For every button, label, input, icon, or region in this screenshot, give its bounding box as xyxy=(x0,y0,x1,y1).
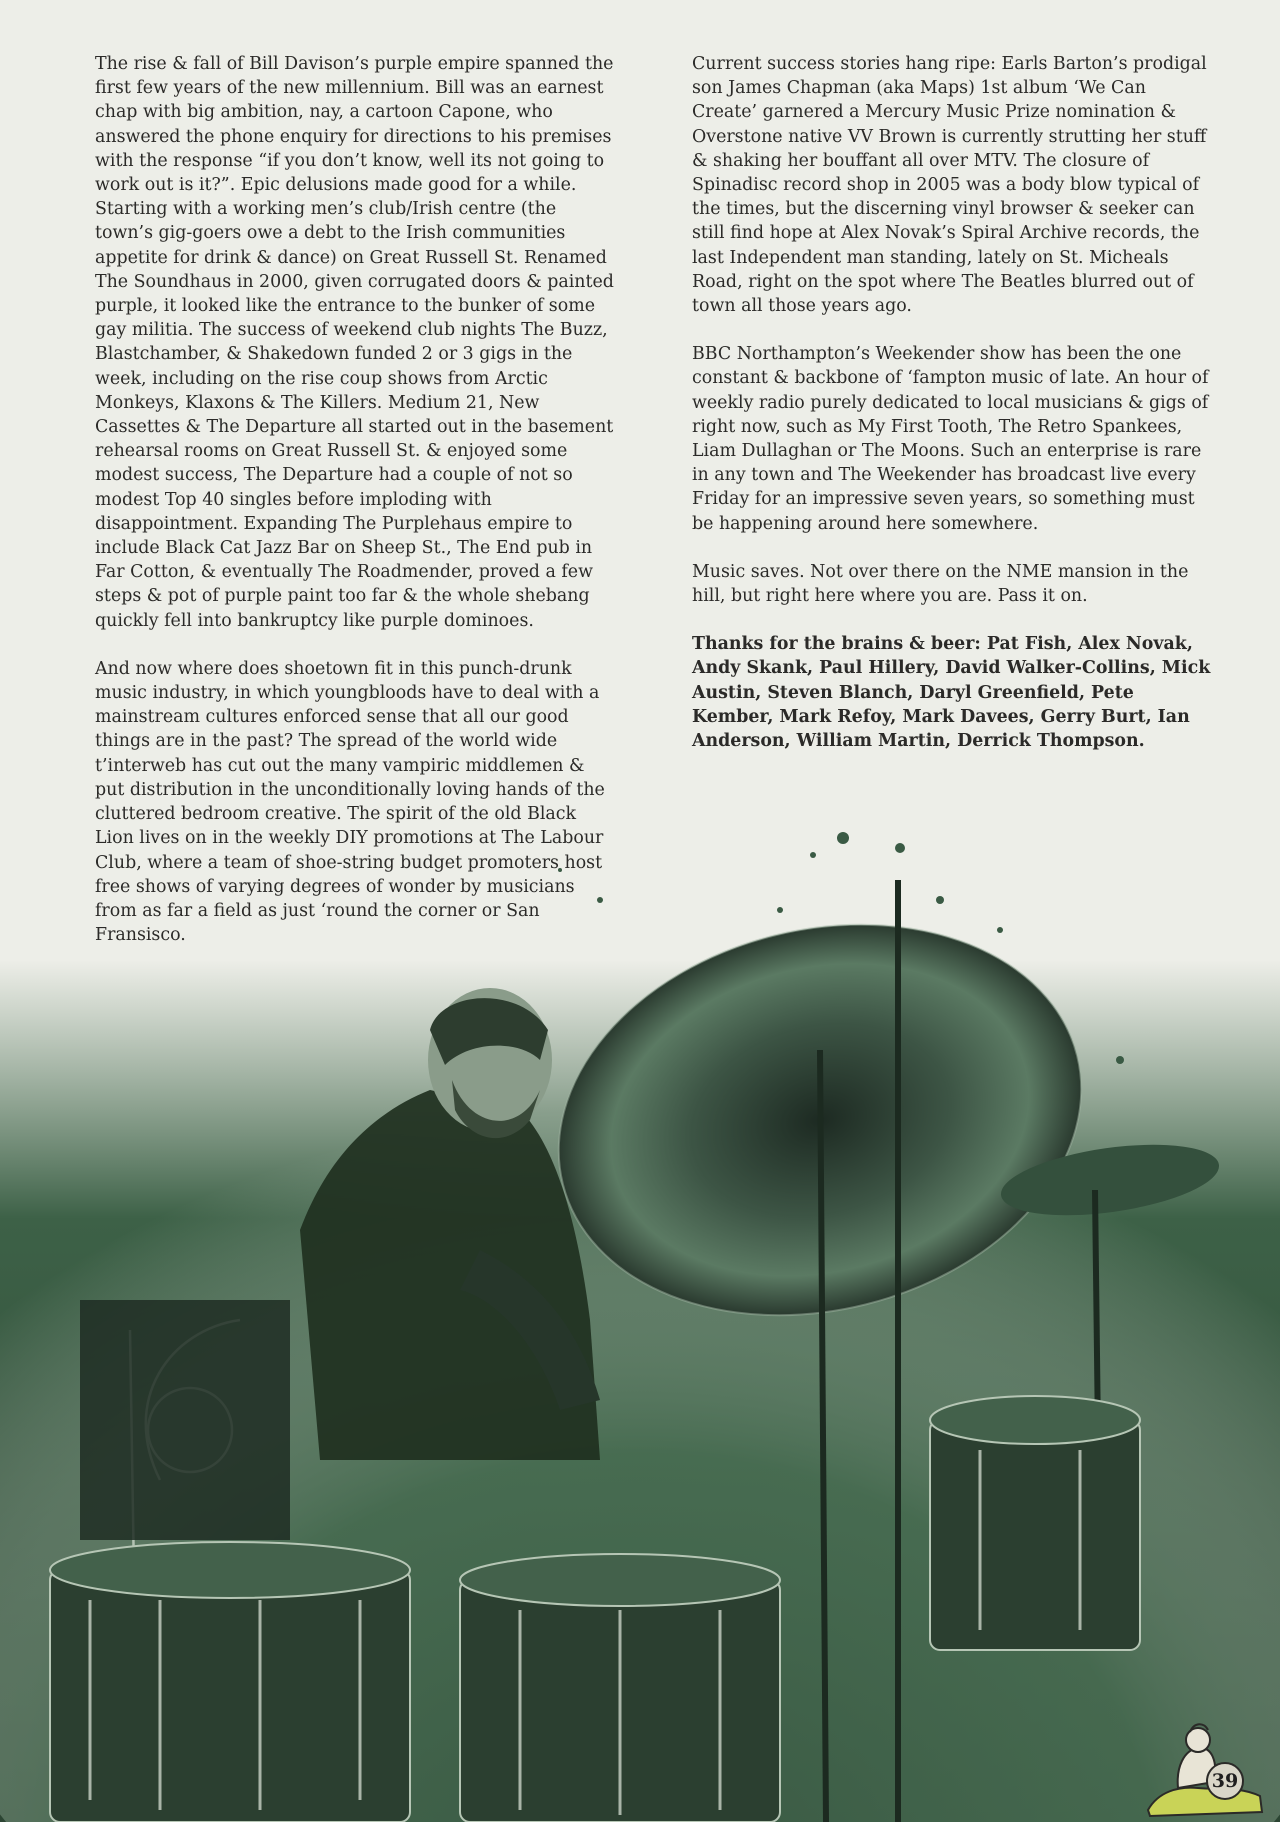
article-paragraph: Music saves. Not over there on the NME mansion in the hill, but right here where you are. Pass it on. xyxy=(692,561,1189,607)
thanks-credits: Thanks for the brains & beer: Pat Fish, Alex Novak, Andy Skank, Paul Hillery, David Walker-Collins, Mick Austin, Steven Blanch, Daryl Greenfield, Pete Kember, Mark Refoy, Mark Davees, Gerry Burt, Ian Anderson, William Martin, Derrick Thompson. xyxy=(692,634,1211,752)
article-paragraph: Current success stories hang ripe: Earls Barton’s prodigal son James Chapman (aka Maps) 1st album ‘We Can Create’ garnered a Mercury Music Prize nomination & Overstone native VV Brown is currently strutting her stuff & shaking her bouffant all over MTV. The closure of Spinadisc record shop in 2005 was a body blow typical of the times, but the discerning vinyl browser & seeker can still find hope at Alex Novak’s Spiral Archive records, the last Independent man standing, lately on St. Micheals Road, right on the spot where The Beatles blurred out of town all those years ago. xyxy=(692,54,1207,317)
mascot-logo xyxy=(1138,1712,1268,1820)
right-column xyxy=(692,52,1212,777)
left-column xyxy=(95,52,619,971)
article-paragraph: And now where does shoetown fit in this punch-drunk music industry, in which youngbloods have to deal with a mainstream cultures enforced sense that all our good things are in the past? The spread of the world wide t’interweb has cut out the many vampiric middlemen & put distribution in the unconditionally loving hands of the cluttered bedroom creative. The spirit of the old Black Lion lives on in the weekly DIY promotions at The Labour Club, where a team of shoe-string budget promoters host free shows of varying degrees of wonder by musicians from as far a field as just ‘round the corner or San Fransisco. xyxy=(95,658,605,946)
article-paragraph: BBC Northampton’s Weekender show has been the one constant & backbone of ‘fampton music of late. An hour of weekly radio purely dedicated to local musicians & gigs of right now, such as My First Tooth, The Retro Spankees, Liam Dullaghan or The Moons. Such an enterprise is rare in any town and The Weekender has broadcast live every Friday for an impressive seven years, so something must be happening around here somewhere. xyxy=(692,344,1209,534)
page-number: 39 xyxy=(1206,1762,1244,1800)
article-paragraph: The rise & fall of Bill Davison’s purple empire spanned the first few years of the new millennium. Bill was an earnest chap with big ambition, nay, a cartoon Capone, who answered the phone enquiry for directions to his premises with the response “if you don’t know, well its not going to work out is it?”. Epic delusions made good for a while. Starting with a working men’s club/Irish centre (the town’s gig-goers owe a debt to the Irish communities appetite for drink & dance) on Great Russell St. Renamed The Soundhaus in 2000, given corrugated doors & painted purple, it looked like the entrance to the bunker of some gay militia. The success of weekend club nights The Buzz, Blastchamber, & Shakedown funded 2 or 3 gigs in the week, including on the rise coup shows from Arctic Monkeys, Klaxons & The Killers. Medium 21, New Cassettes & The Departure all started out in the basement rehearsal rooms on Great Russell St. & enjoyed some modest success, The Departure had a couple of not so modest Top 40 singles before imploding with disappointment. Expanding The Purplehaus empire to include Black Cat Jazz Bar on Sheep St., The End pub in Far Cotton, & eventually The Roadmender, proved a few steps & pot of purple paint too far & the whole shebang quickly fell into bankruptcy like purple dominoes. xyxy=(95,54,614,631)
